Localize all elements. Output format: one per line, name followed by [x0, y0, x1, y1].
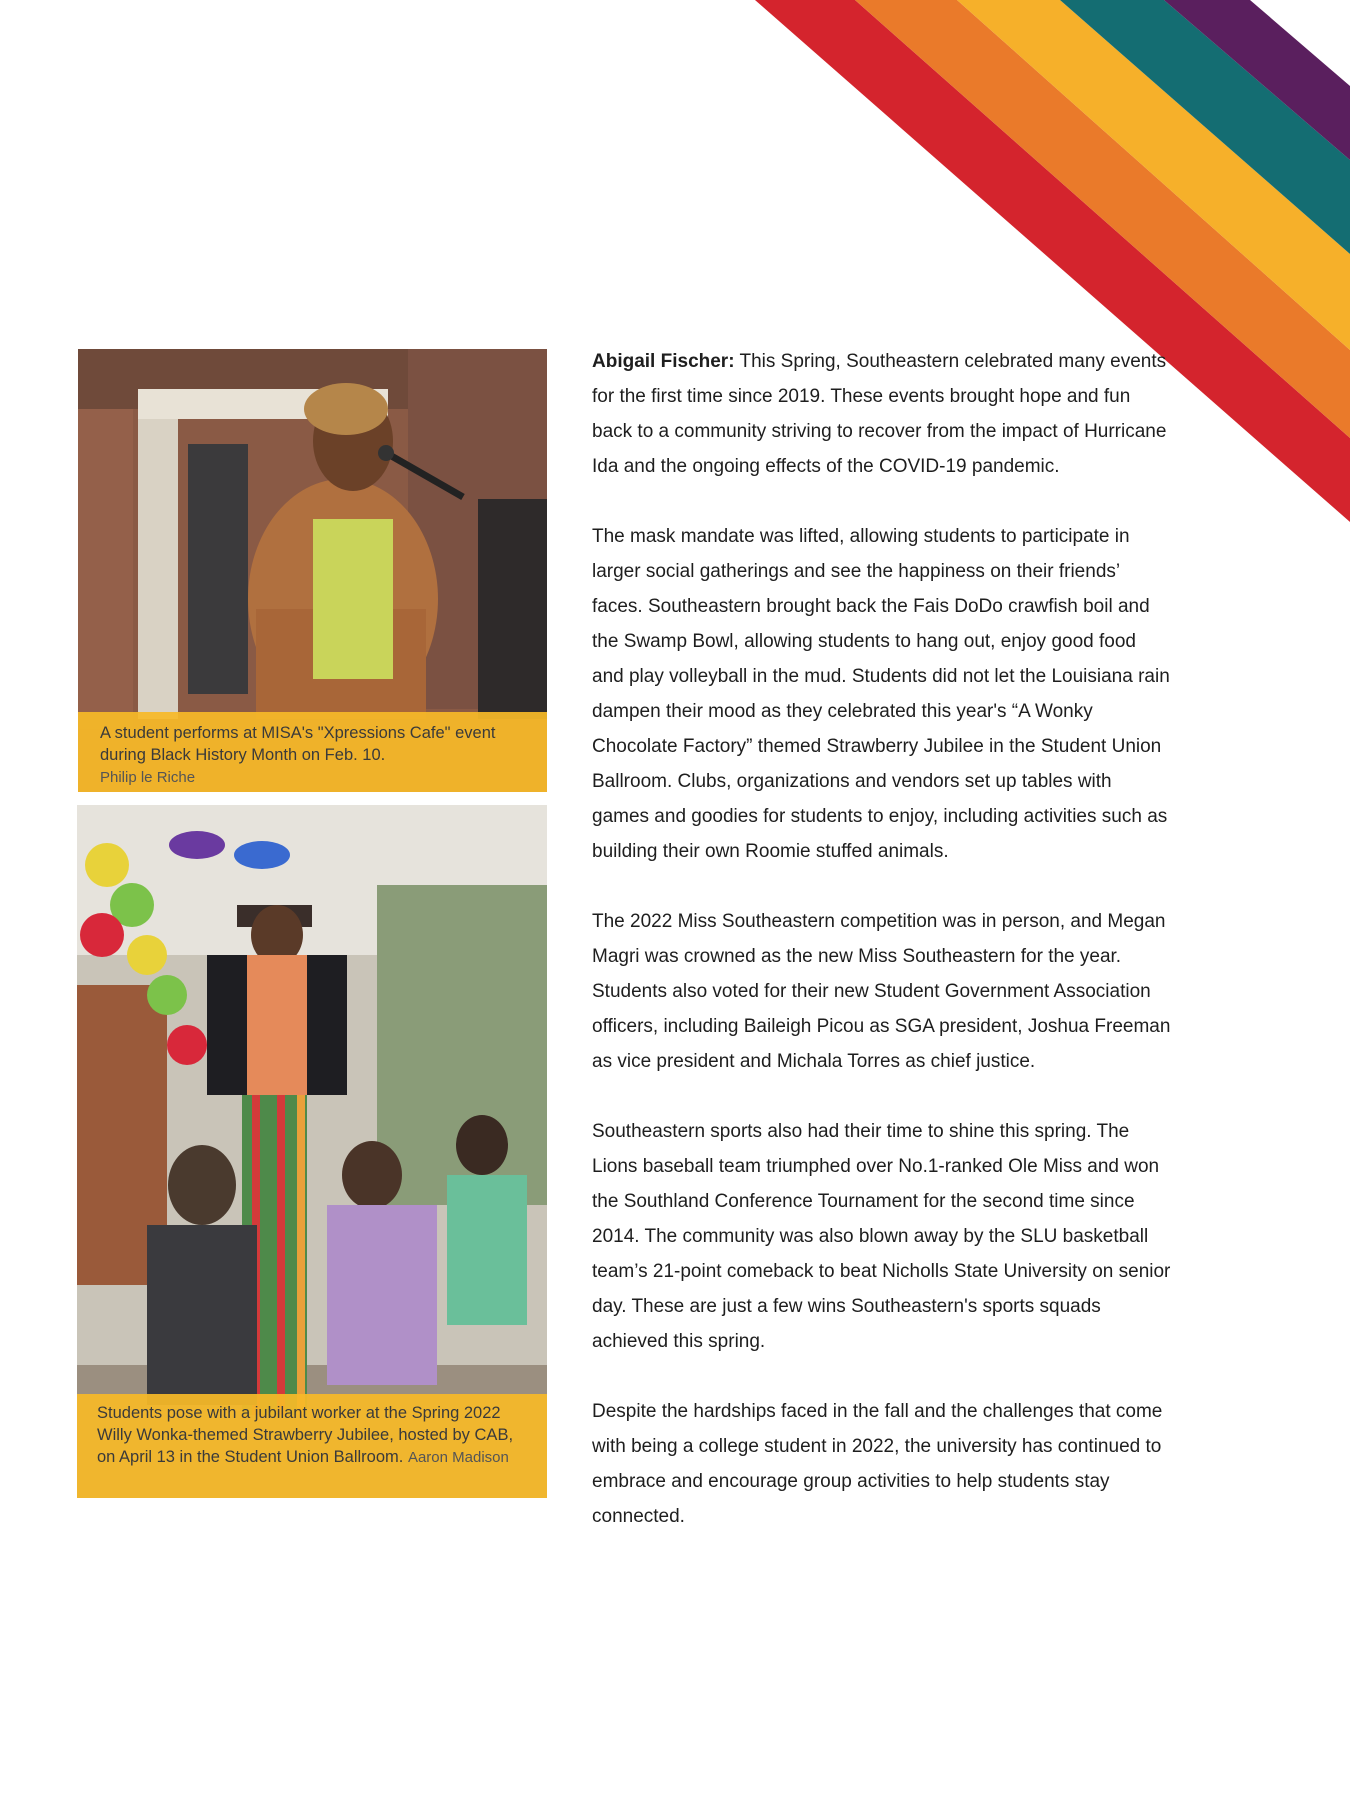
- photo-caption: [77, 1394, 547, 1498]
- article-paragraph: Despite the hardships faced in the fall and the challenges that come with being a college student in 2022, the university has continued to embrace and encourage group activities to help students stay connected.: [592, 1401, 1163, 1527]
- article-paragraph: The mask mandate was lifted, allowing students to participate in larger social gatherings and see the happiness on their friends’ faces. Southeastern brought back the Fais DoDo crawfish boil and the Swamp Bowl, allowing students to hang out, enjoy good food and play volleyball in the mud. Students did not let the Louisiana rain dampen their mood as they celebrated this year's “A Wonky Chocolate Factory” themed Strawberry Jubilee in the Student Union Ballroom. Clubs, organizations and vendors set up tables with games and goodies for students to enjoy, including activities such as building their own Roomie stuffed animals.: [592, 526, 1170, 862]
- caption-text: Students pose with a jubilant worker at the Spring 2022 Willy Wonka-themed Strawberry Jubilee, hosted by CAB, on April 13 in the Student Union Ballroom.: [97, 1404, 514, 1466]
- photo-credit: Philip le Riche: [100, 769, 196, 786]
- caption-text: A student performs at MISA's "Xpressions Cafe" event during Black History Month on Feb. 10.: [100, 724, 496, 764]
- article-paragraph: The 2022 Miss Southeastern competition was in person, and Megan Magri was crowned as the new Miss Southeastern for the year. Students also voted for their new Student Government Association officers, including Baileigh Picou as SGA president, Joshua Freeman as vice president and Michala Torres as chief justice.: [592, 911, 1171, 1072]
- article-paragraph: Southeastern sports also had their time to shine this spring. The Lions baseball team triumphed over No.1-ranked Ole Miss and won the Southland Conference Tournament for the second time since 2014. The community was also blown away by the SLU basketball team’s 21-point comeback to beat Nicholls State University on senior day. These are just a few wins Southeastern's sports squads achieved this spring.: [592, 1121, 1171, 1352]
- article-paragraph-intro: [592, 344, 1172, 484]
- article-intro-text: This Spring, Southeastern celebrated many events for the first time since 2019. These events brought hope and fun back to a community striving to recover from the impact of Hurricane Ida and the ongoing effects of the COVID-19 pandemic.: [592, 351, 1167, 477]
- photo-caption: [78, 712, 547, 792]
- article-body: [592, 344, 1172, 1569]
- photo-performer: [78, 349, 547, 792]
- photo-stilt-walker: [77, 805, 547, 1498]
- photo-credit: Aaron Madison: [407, 1449, 509, 1466]
- article-byline: Abigail Fischer:: [592, 351, 735, 372]
